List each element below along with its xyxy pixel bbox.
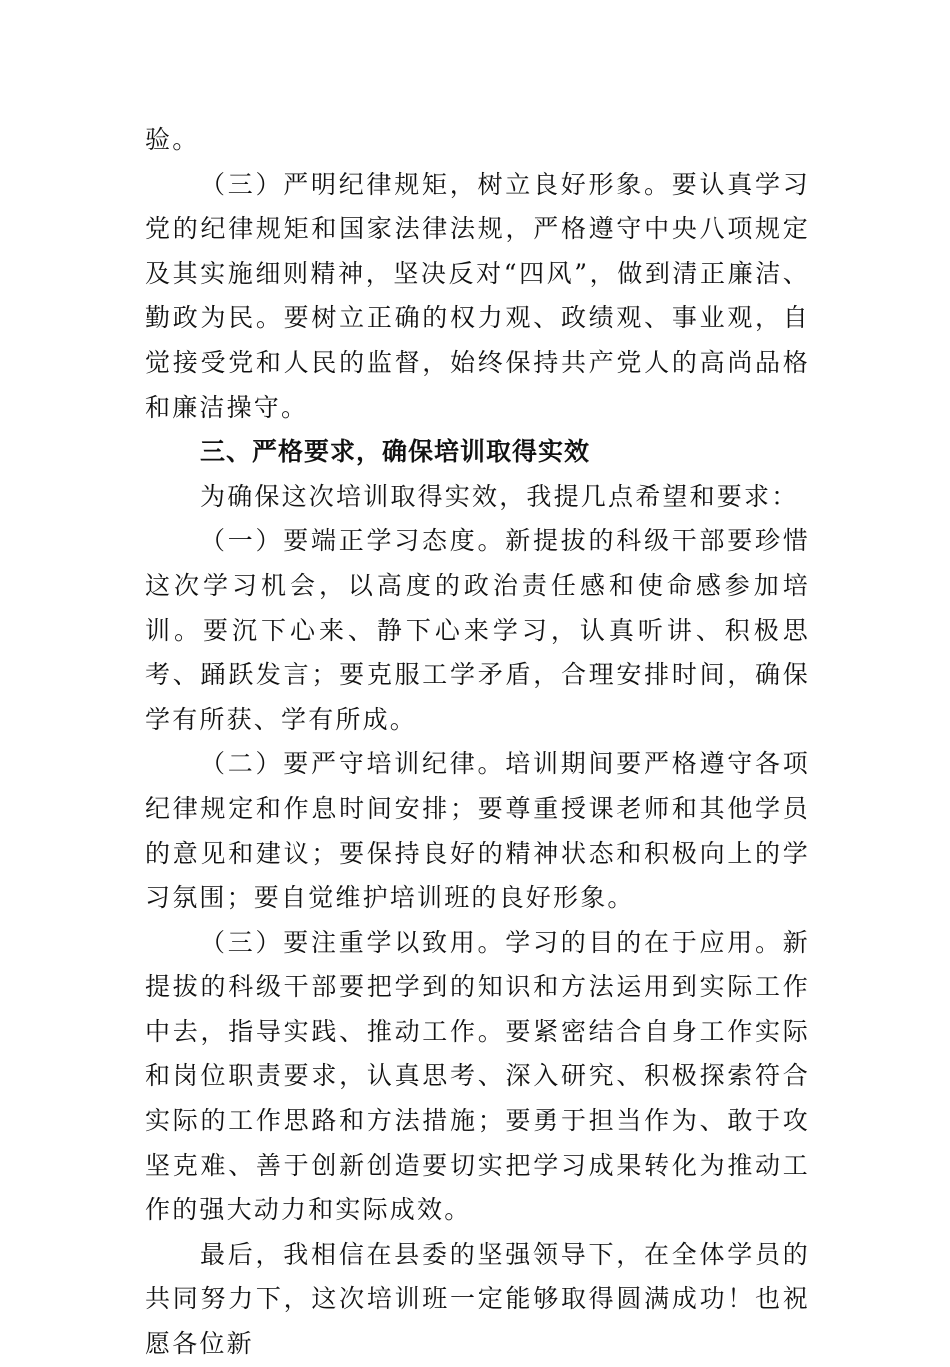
paragraph-requirement-3: （三）要注重学以致用。学习的目的在于应用。新提拔的科级干部要把学到的知识和方法运用到实际工作中去，指导实践、推动工作。要紧密结合自身工作实际和岗位职责要求，认真思考、深入研究、积极探索符合实际的工作思路和方法措施；要勇于担当作为、敢于攻坚克难、善于创新创造要切实把学习成果转化为推动工作的强大动力和实际成效。 [145,927,810,1225]
section-heading-3: 三、严格要求，确保培训取得实效 [200,437,591,467]
paragraph-requirement-1: （一）要端正学习态度。新提拔的科级干部要珍惜这次学习机会，以高度的政治责任感和使命感参加培训。要沉下心来、静下心来学习，认真听讲、积极思考、踊跃发言；要克服工学矛盾，合理安排时间，确保学有所获、学有所成。 [145,526,810,734]
paragraph-closing: 最后，我相信在县委的坚强领导下，在全体学员的共同努力下，这次培训班一定能够取得圆满成功！也祝愿各位新 [145,1239,810,1359]
paragraph-requirement-2: （二）要严守培训纪律。培训期间要严格遵守各项纪律规定和作息时间安排；要尊重授课老师和其他学员的意见和建议；要保持良好的精神状态和积极向上的学习氛围；要自觉维护培训班的良好形象。 [145,749,810,913]
paragraph-intro-requirements: 为确保这次培训取得实效，我提几点希望和要求： [200,481,799,511]
paragraph-continuation: 验。 [145,125,200,154]
paragraph-discipline-point-3: （三）严明纪律规矩，树立良好形象。要认真学习党的纪律规矩和国家法律法规，严格遵守中央八项规定及其实施细则精神，坚决反对“四风”，做到清正廉洁、勤政为民。要树立正确的权力观、政绩观、事业观，自觉接受党和人民的监督，始终保持共产党人的高尚品格和廉洁操守。 [145,169,810,422]
document-body [145,118,810,1367]
